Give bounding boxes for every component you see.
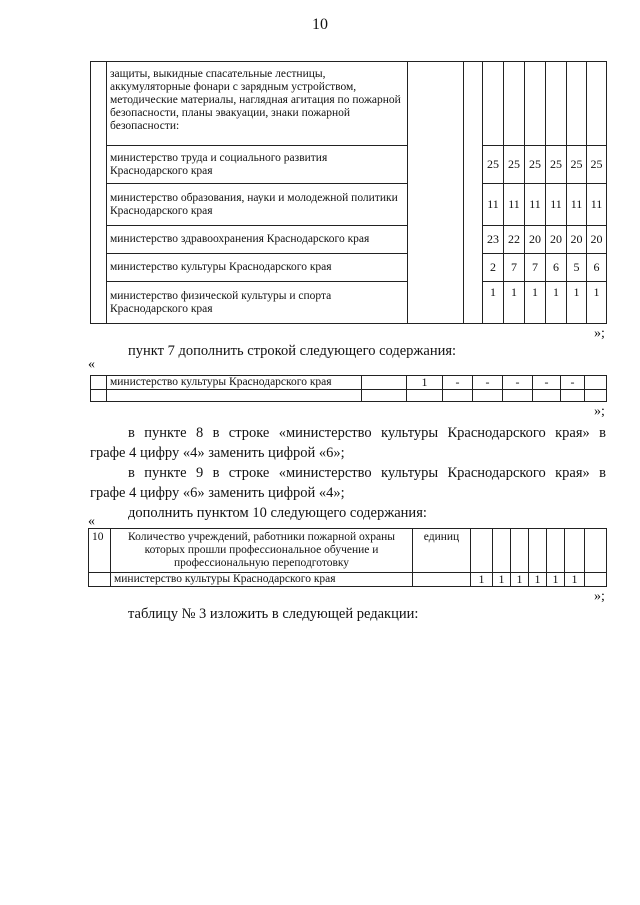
table-row-label: министерство труда и социального развития Краснодарского края (107, 146, 408, 184)
closing-quote: »; (594, 404, 605, 419)
table-cell: 23 (483, 226, 504, 254)
table-cell: 1 (547, 573, 565, 587)
point-10-table (88, 528, 607, 587)
paragraph-table-3: таблицу № 3 изложить в следующей редакции: (128, 606, 419, 622)
opening-quote: « (88, 357, 95, 372)
measures-header-text: защиты, выкидные спасательные лестницы, аккумуляторные фонари с зарядным устройством, методические материалы, наглядная агитация по пожарной безопасности, планы эвакуации, знаки пожарной безопасности: (107, 62, 408, 146)
table-row-label: министерство культуры Краснодарского края (107, 376, 362, 390)
point-7-table (90, 375, 607, 402)
table-cell: 20 (567, 226, 587, 254)
table-cell: 1 (525, 282, 546, 324)
table-cell: 1 (565, 573, 585, 587)
unit-label: единиц (413, 529, 471, 573)
opening-quote: « (88, 514, 95, 529)
table-cell: 11 (587, 184, 607, 226)
table-cell: 1 (504, 282, 525, 324)
table-cell: 25 (567, 146, 587, 184)
table-cell: - (533, 376, 561, 390)
table-cell: 11 (483, 184, 504, 226)
table-cell: - (443, 376, 473, 390)
table-cell: 11 (546, 184, 567, 226)
point-number: 10 (89, 529, 111, 573)
table-row-label: министерство культуры Краснодарского края (107, 254, 408, 282)
table-cell: 7 (504, 254, 525, 282)
paragraph-point-10: дополнить пунктом 10 следующего содержания: (128, 505, 427, 521)
table-cell: 1 (567, 282, 587, 324)
paragraph-point-8-line1: в пункте 8 в строке «министерство культуры Краснодарского края» в (128, 425, 606, 441)
closing-quote: »; (594, 326, 605, 341)
table-cell: 25 (504, 146, 525, 184)
table-cell: 1 (471, 573, 493, 587)
table-cell: 5 (567, 254, 587, 282)
table-cell: 22 (504, 226, 525, 254)
closing-quote: »; (594, 589, 605, 604)
table-cell: 7 (525, 254, 546, 282)
table-cell: 1 (407, 376, 443, 390)
paragraph-point-9-line1: в пункте 9 в строке «министерство культуры Краснодарского края» в (128, 465, 606, 481)
table-cell: 1 (483, 282, 504, 324)
table-cell: 11 (525, 184, 546, 226)
table-cell: - (473, 376, 503, 390)
table-cell: 2 (483, 254, 504, 282)
table-cell: 25 (587, 146, 607, 184)
table-cell: 11 (567, 184, 587, 226)
table-cell: 20 (587, 226, 607, 254)
table-row-label: министерство здравоохранения Краснодарского края (107, 226, 408, 254)
table-cell: 6 (587, 254, 607, 282)
paragraph-point-9-line2: графе 4 цифру «6» заменить цифрой «4»; (90, 485, 345, 501)
table-cell: - (503, 376, 533, 390)
table-cell: 25 (525, 146, 546, 184)
table-cell: 1 (493, 573, 511, 587)
table-cell: 20 (525, 226, 546, 254)
table-cell: 6 (546, 254, 567, 282)
point-title: Количество учреждений, работники пожарной охраны которых прошли профессиональное обучение и профессиональную переподготовку (111, 529, 413, 573)
table-cell: 1 (529, 573, 547, 587)
table-cell: 25 (483, 146, 504, 184)
table-cell: 25 (546, 146, 567, 184)
table-row-label: министерство образования, науки и молодежной политики Краснодарского края (107, 184, 408, 226)
table-row-label: министерство физической культуры и спорта Краснодарского края (107, 282, 408, 324)
table-cell: 1 (546, 282, 567, 324)
table-cell: 20 (546, 226, 567, 254)
table-cell: 11 (504, 184, 525, 226)
table-cell: 1 (587, 282, 607, 324)
page-number: 10 (312, 16, 328, 33)
table-cell: - (561, 376, 585, 390)
paragraph-point-7: пункт 7 дополнить строкой следующего содержания: (128, 343, 457, 359)
table-row-label: министерство культуры Краснодарского края (111, 573, 413, 587)
table-cell: 1 (511, 573, 529, 587)
measures-table (90, 61, 607, 324)
paragraph-point-8-line2: графе 4 цифру «4» заменить цифрой «6»; (90, 445, 345, 461)
